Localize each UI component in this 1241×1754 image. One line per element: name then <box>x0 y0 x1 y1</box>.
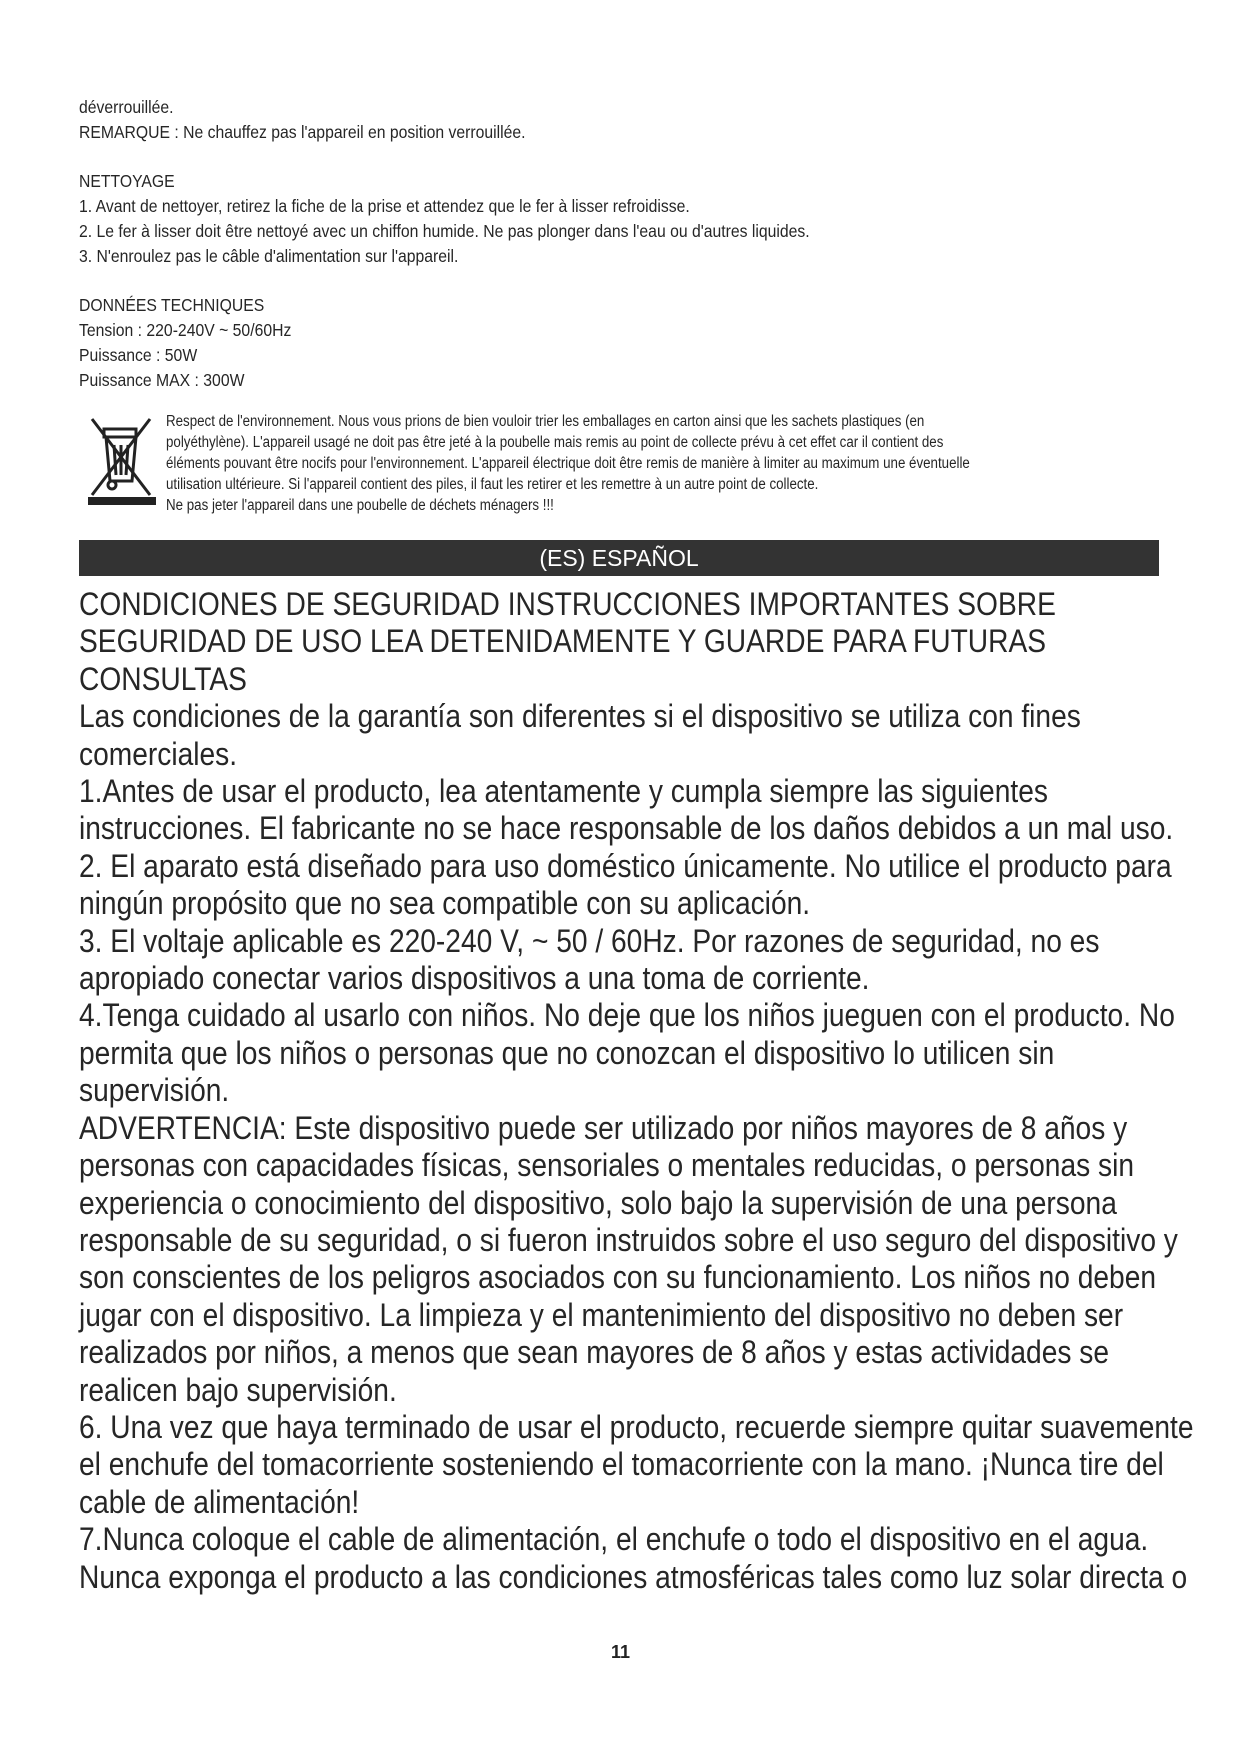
cleaning-title: NETTOYAGE <box>79 171 175 191</box>
crossed-out-wheelie-bin-icon <box>86 411 158 505</box>
spanish-instructions <box>79 586 1194 1596</box>
text-line: Tension : 220-240V ~ 50/60Hz <box>79 320 292 340</box>
text-line: Nunca exponga el producto a las condiciones atmosféricas tales como luz solar directa o <box>79 1558 1188 1595</box>
text-line: Puissance : 50W <box>79 345 198 365</box>
text-line: supervisión. <box>79 1072 230 1109</box>
text-line: 2. El aparato está diseñado para uso doméstico únicamente. No utilice el producto para <box>79 847 1172 884</box>
text-line: jugar con el dispositivo. La limpieza y el mantenimiento del dispositivo no deben ser <box>79 1296 1124 1333</box>
language-section-header: (ES) ESPAÑOL <box>79 540 1159 576</box>
environment-notice <box>86 411 1156 514</box>
text-line: 1. Avant de nettoyer, retirez la fiche de la prise et attendez que le fer à lisser refroidisse. <box>79 196 690 216</box>
text-line: 2. Le fer à lisser doit être nettoyé avec un chiffon humide. Ne pas plonger dans l'eau ou d'autres liquides. <box>79 221 810 241</box>
text-line: SEGURIDAD DE USO LEA DETENIDAMENTE Y GUARDE PARA FUTURAS <box>79 623 1047 660</box>
text-line: responsable de su seguridad, o si fueron instruidos sobre el uso seguro del dispositivo y <box>79 1221 1178 1258</box>
text-line: REMARQUE : Ne chauffez pas l'appareil en position verrouillée. <box>79 122 526 142</box>
text-line: Puissance MAX : 300W <box>79 370 245 390</box>
text-line: Ne pas jeter l'appareil dans une poubelle de déchets ménagers !!! <box>166 497 554 514</box>
text-line: cable de alimentación! <box>79 1483 360 1520</box>
text-line: instrucciones. El fabricante no se hace responsable de los daños debidos a un mal uso. <box>79 810 1174 847</box>
page-number: 11 <box>610 1642 631 1662</box>
text-line: ningún propósito que no sea compatible con su aplicación. <box>79 885 811 922</box>
text-line: Las condiciones de la garantía son diferentes si el dispositivo se utiliza con fines <box>79 698 1081 735</box>
text-line: apropiado conectar varios dispositivos a una toma de corriente. <box>79 960 870 997</box>
text-line: 3. N'enroulez pas le câble d'alimentation sur l'appareil. <box>79 246 459 266</box>
text-line: 6. Una vez que haya terminado de usar el producto, recuerde siempre quitar suavemente <box>79 1408 1194 1445</box>
text-line: son conscientes de los peligros asociados con su funcionamiento. Los niños no deben <box>79 1259 1157 1296</box>
text-line: CONDICIONES DE SEGURIDAD INSTRUCCIONES IMPORTANTES SOBRE <box>79 586 1056 622</box>
text-line: utilisation ultérieure. Si l'appareil contient des piles, il faut les retirer et les remettre à un autre point de collecte. <box>166 476 819 493</box>
text-line: 3. El voltaje aplicable es 220-240 V, ~ 50 / 60Hz. Por razones de seguridad, no es <box>79 922 1100 959</box>
tech-title: DONNÉES TECHNIQUES <box>79 295 265 315</box>
text-line: el enchufe del tomacorriente sosteniendo el tomacorriente con la mano. ¡Nunca tire del <box>79 1446 1164 1483</box>
french-continuation <box>79 95 1051 393</box>
text-line: 7.Nunca coloque el cable de alimentación, el enchufe o todo el dispositivo en el agua. <box>79 1521 1149 1558</box>
text-line: CONSULTAS <box>79 660 247 697</box>
text-line: Respect de l'environnement. Nous vous prions de bien vouloir trier les emballages en carton ainsi que les sachets plastiques (en <box>166 413 925 430</box>
text-line: experiencia o conocimiento del dispositivo, solo bajo la supervisión de una persona <box>79 1184 1117 1221</box>
text-line: déverrouillée. <box>79 97 174 117</box>
text-line: realicen bajo supervisión. <box>79 1371 397 1408</box>
text-line: permita que los niños o personas que no conozcan el dispositivo lo utilicen sin <box>79 1034 1055 1071</box>
text-line: 1.Antes de usar el producto, lea atentamente y cumpla siempre las siguientes <box>79 773 1048 810</box>
text-line: polyéthylène). L'appareil usagé ne doit pas être jeté à la poubelle mais remis au point de collecte prévu à cet effet car il contient des <box>166 434 944 451</box>
text-line: ADVERTENCIA: Este dispositivo puede ser utilizado por niños mayores de 8 años y <box>79 1109 1128 1146</box>
text-line: personas con capacidades físicas, sensoriales o mentales reducidas, o personas sin <box>79 1147 1135 1184</box>
text-line: realizados por niños, a menos que sean mayores de 8 años y estas actividades se <box>79 1334 1109 1371</box>
text-line: 4.Tenga cuidado al usarlo con niños. No deje que los niños jueguen con el producto. No <box>79 997 1175 1034</box>
text-line: comerciales. <box>79 735 238 772</box>
text-line: éléments pouvant être nocifs pour l'environnement. L'appareil électrique doit être remis de manière à limiter au maximum une éventuelle <box>166 455 970 472</box>
